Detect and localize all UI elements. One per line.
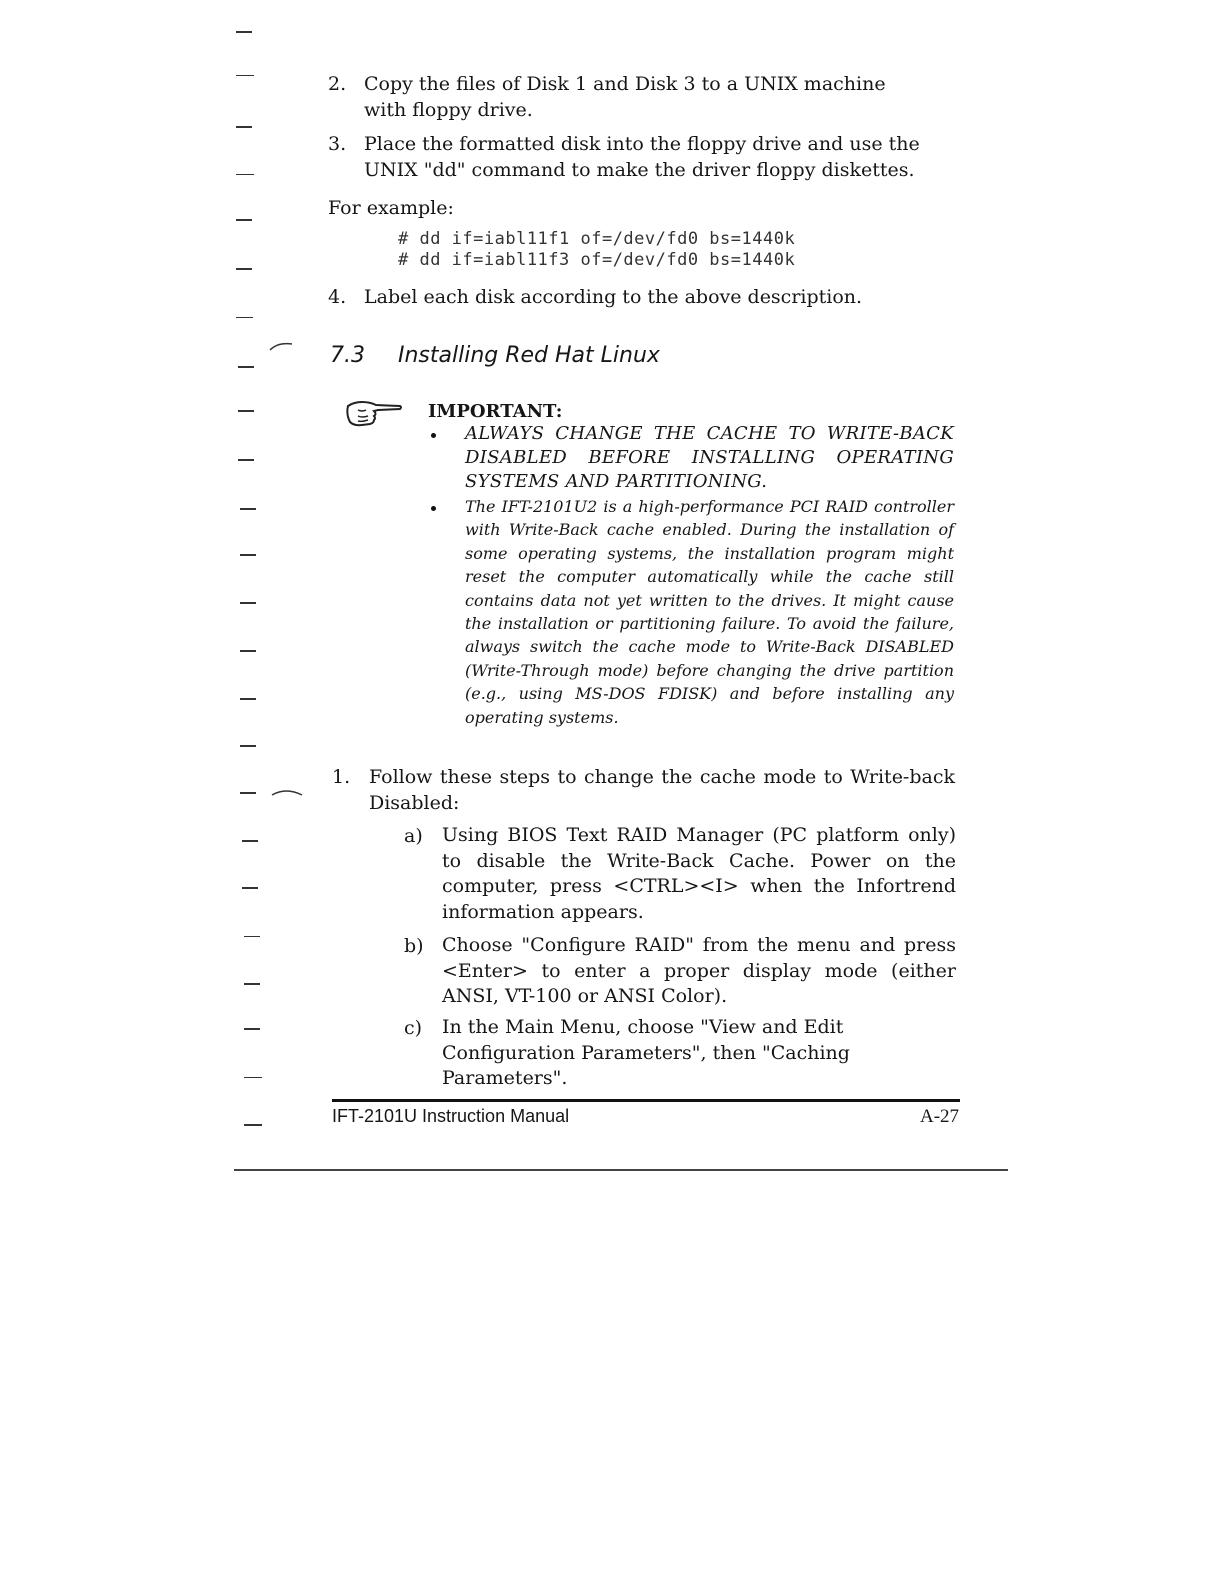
step-number: 2. bbox=[328, 73, 347, 95]
substep-label: a) bbox=[404, 825, 423, 847]
important-label: IMPORTANT: bbox=[428, 401, 563, 422]
step-number: 3. bbox=[328, 133, 347, 155]
substep-label: b) bbox=[404, 935, 424, 957]
substep-text: In the Main Menu, choose "View and Edit Configuration Parameters", then "Caching Parameters". bbox=[442, 1016, 850, 1089]
footer-rule bbox=[332, 1099, 960, 1102]
step-text: Place the formatted disk into the floppy drive and use the UNIX "dd" command to make the driver floppy diskettes. bbox=[364, 133, 920, 181]
page-edge-line bbox=[234, 1169, 1008, 1171]
bullet-icon bbox=[431, 506, 436, 511]
step-number: 1. bbox=[332, 766, 351, 788]
footer-title: IFT-2101U Instruction Manual bbox=[332, 1106, 570, 1126]
step-text: Follow these steps to change the cache mode to Write-back Disabled: bbox=[369, 766, 955, 814]
section-number: 7.3 bbox=[330, 343, 365, 368]
section-title: Installing Red Hat Linux bbox=[398, 343, 660, 368]
substep-label: c) bbox=[404, 1017, 423, 1039]
step-text: Copy the files of Disk 1 and Disk 3 to a UNIX machine with floppy drive. bbox=[364, 73, 886, 121]
page-number: A-27 bbox=[920, 1106, 960, 1127]
pointing-hand-icon bbox=[344, 398, 404, 428]
bullet-icon bbox=[431, 433, 436, 438]
margin-curve-mark bbox=[268, 340, 294, 352]
example-label: For example: bbox=[328, 197, 454, 219]
margin-curve-mark bbox=[270, 787, 304, 799]
substep-text: Choose "Configure RAID" from the menu and press <Enter> to enter a proper display mode (either ANSI, VT-100 or ANSI Color). bbox=[442, 934, 956, 1007]
substep-text: Using BIOS Text RAID Manager (PC platform only) to disable the Write-Back Cache. Power on the computer, press <CTRL><I> when the Infortrend information appears. bbox=[442, 824, 956, 923]
step-number: 4. bbox=[328, 286, 347, 308]
step-text: Label each disk according to the above description. bbox=[364, 286, 863, 308]
important-bullet: The IFT-2101U2 is a high-performance PCI RAID controller with Write-Back cache enabled. During the installation of some operating systems, the installation program might reset the computer automatically while the cache still contains data not yet written to the drives. It might cause the installation or partitioning failure. To avoid the failure, always switch the cache mode to Write-Back DISABLED (Write-Through mode) before changing the drive partition (e.g., using MS-DOS FDISK) and before installing any operating systems. bbox=[465, 497, 954, 727]
command-line: # dd if=iabl11f1 of=/dev/fd0 bs=1440k bbox=[398, 229, 796, 249]
important-bullet: ALWAYS CHANGE THE CACHE TO WRITE-BACK DISABLED BEFORE INSTALLING OPERATING SYSTEMS AND PARTITIONING. bbox=[465, 423, 954, 492]
command-line: # dd if=iabl11f3 of=/dev/fd0 bs=1440k bbox=[398, 250, 796, 270]
